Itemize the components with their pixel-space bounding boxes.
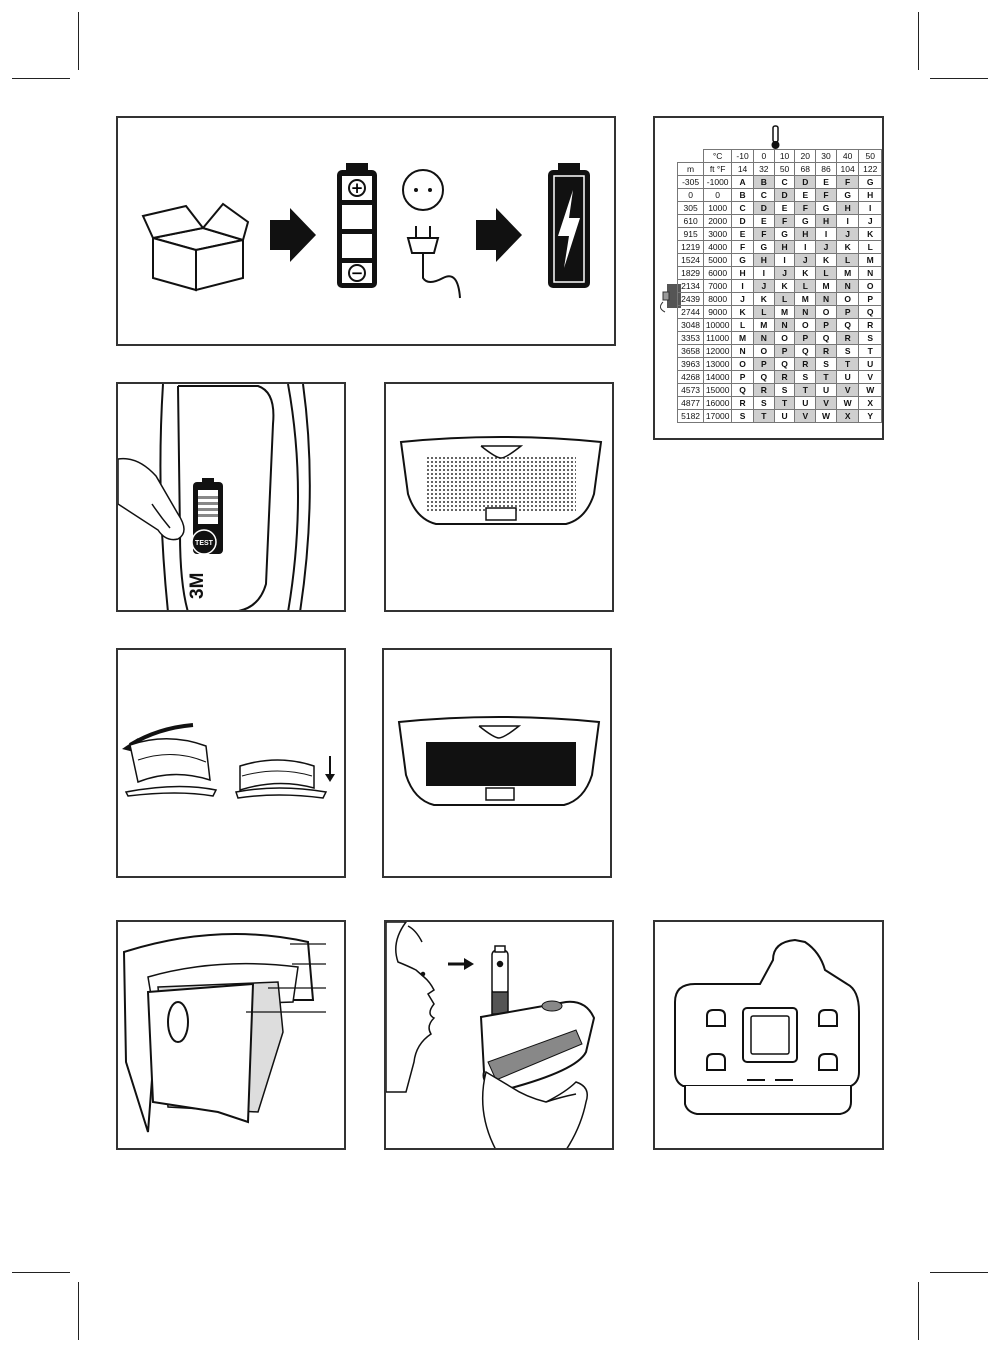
code-letter: J bbox=[816, 241, 837, 254]
altitude-meters: 3048 bbox=[678, 319, 704, 332]
celsius-value: 30 bbox=[816, 150, 837, 163]
code-letter: L bbox=[795, 280, 816, 293]
altitude-meters: 0 bbox=[678, 189, 704, 202]
crop-mark bbox=[78, 12, 79, 70]
filter-covered-illustration bbox=[384, 650, 612, 878]
table-row bbox=[678, 306, 882, 319]
plus-symbol: + bbox=[350, 179, 364, 197]
code-letter: C bbox=[732, 202, 754, 215]
code-letter: U bbox=[795, 397, 816, 410]
altitude-meters: 2134 bbox=[678, 280, 704, 293]
wall-socket-icon bbox=[403, 170, 443, 210]
filter-pad bbox=[426, 742, 576, 786]
altitude-temperature-table bbox=[677, 149, 882, 423]
code-letter: L bbox=[859, 241, 882, 254]
finger-icon bbox=[118, 459, 184, 540]
code-letter: P bbox=[859, 293, 882, 306]
code-letter: P bbox=[795, 332, 816, 345]
code-letter: E bbox=[774, 202, 795, 215]
code-letter: D bbox=[753, 202, 774, 215]
code-letter: A bbox=[732, 176, 754, 189]
code-letter: M bbox=[753, 319, 774, 332]
code-letter: S bbox=[753, 397, 774, 410]
crop-mark bbox=[12, 1272, 70, 1273]
code-letter: K bbox=[859, 228, 882, 241]
code-letter: T bbox=[753, 410, 774, 423]
table-row bbox=[678, 176, 882, 189]
code-letter: M bbox=[732, 332, 754, 345]
altitude-feet: 0 bbox=[704, 189, 732, 202]
code-letter: E bbox=[795, 189, 816, 202]
code-letter: K bbox=[795, 267, 816, 280]
code-letter: F bbox=[816, 189, 837, 202]
code-letter: P bbox=[836, 306, 859, 319]
altitude-feet: 10000 bbox=[704, 319, 732, 332]
fahrenheit-value: 122 bbox=[859, 163, 882, 176]
panel-airflow-check bbox=[384, 920, 614, 1150]
table-row bbox=[678, 202, 882, 215]
altitude-feet: 5000 bbox=[704, 254, 732, 267]
code-letter: V bbox=[859, 371, 882, 384]
flow-indicator-icon bbox=[492, 946, 508, 1014]
code-letter: R bbox=[836, 332, 859, 345]
battery-charged-icon bbox=[548, 163, 590, 288]
code-letter: H bbox=[795, 228, 816, 241]
code-letter: N bbox=[795, 306, 816, 319]
code-letter: T bbox=[859, 345, 882, 358]
code-letter: R bbox=[795, 358, 816, 371]
face-icon bbox=[386, 922, 434, 1092]
altitude-feet: -1000 bbox=[704, 176, 732, 189]
table-row bbox=[678, 410, 882, 423]
panel-filter-assembly bbox=[116, 920, 346, 1150]
code-letter: F bbox=[732, 241, 754, 254]
altitude-meters: 4268 bbox=[678, 371, 704, 384]
code-letter: Q bbox=[836, 319, 859, 332]
code-letter: N bbox=[816, 293, 837, 306]
code-letter: W bbox=[816, 410, 837, 423]
code-letter: M bbox=[816, 280, 837, 293]
code-letter: T bbox=[836, 358, 859, 371]
code-letter: J bbox=[774, 267, 795, 280]
altitude-meters: 2439 bbox=[678, 293, 704, 306]
code-letter: O bbox=[816, 306, 837, 319]
table-row bbox=[678, 267, 882, 280]
table-row bbox=[678, 319, 882, 332]
table-row bbox=[678, 215, 882, 228]
code-letter: M bbox=[836, 267, 859, 280]
code-letter: T bbox=[774, 397, 795, 410]
panel-seal-removal bbox=[116, 648, 346, 878]
code-letter: X bbox=[836, 410, 859, 423]
code-letter: V bbox=[795, 410, 816, 423]
fahrenheit-row bbox=[678, 163, 882, 176]
code-letter: U bbox=[774, 410, 795, 423]
code-letter: F bbox=[836, 176, 859, 189]
battery-empty-icon bbox=[337, 163, 377, 288]
crop-mark bbox=[918, 12, 919, 70]
fahrenheit-value: 68 bbox=[795, 163, 816, 176]
code-letter: H bbox=[753, 254, 774, 267]
altitude-feet: 8000 bbox=[704, 293, 732, 306]
crop-mark bbox=[930, 78, 988, 79]
code-letter: G bbox=[836, 189, 859, 202]
code-letter: G bbox=[753, 241, 774, 254]
code-letter: M bbox=[859, 254, 882, 267]
panel-filter-mesh bbox=[384, 382, 614, 612]
filter-cartridge bbox=[148, 984, 253, 1122]
code-letter: T bbox=[816, 371, 837, 384]
code-letter: P bbox=[774, 345, 795, 358]
code-letter: E bbox=[816, 176, 837, 189]
code-letter: L bbox=[774, 293, 795, 306]
table-row bbox=[678, 280, 882, 293]
code-letter: R bbox=[774, 371, 795, 384]
altitude-feet: 15000 bbox=[704, 384, 732, 397]
feet-fahrenheit-label: ft °F bbox=[704, 163, 732, 176]
altitude-meters: 3353 bbox=[678, 332, 704, 345]
fahrenheit-value: 50 bbox=[774, 163, 795, 176]
test-button-label: TEST bbox=[195, 540, 213, 547]
altitude-meters: 1219 bbox=[678, 241, 704, 254]
altitude-feet: 3000 bbox=[704, 228, 732, 241]
altitude-meters: 3658 bbox=[678, 345, 704, 358]
code-letter: Q bbox=[859, 306, 882, 319]
seal-removal-illustration bbox=[118, 650, 346, 878]
code-letter: O bbox=[836, 293, 859, 306]
code-letter: H bbox=[732, 267, 754, 280]
fahrenheit-value: 32 bbox=[753, 163, 774, 176]
code-letter: B bbox=[753, 176, 774, 189]
code-letter: N bbox=[859, 267, 882, 280]
code-letter: N bbox=[774, 319, 795, 332]
filter-assembly-illustration bbox=[118, 922, 346, 1150]
code-letter: U bbox=[859, 358, 882, 371]
code-letter: I bbox=[795, 241, 816, 254]
code-letter: N bbox=[836, 280, 859, 293]
fahrenheit-value: 86 bbox=[816, 163, 837, 176]
code-letter: J bbox=[836, 228, 859, 241]
code-letter: M bbox=[774, 306, 795, 319]
code-letter: O bbox=[859, 280, 882, 293]
code-letter: K bbox=[816, 254, 837, 267]
code-letter: F bbox=[774, 215, 795, 228]
code-letter: S bbox=[836, 345, 859, 358]
corner-cell bbox=[678, 150, 704, 163]
code-letter: L bbox=[732, 319, 754, 332]
code-letter: Q bbox=[732, 384, 754, 397]
celsius-value: 40 bbox=[836, 150, 859, 163]
altitude-feet: 14000 bbox=[704, 371, 732, 384]
celsius-row bbox=[678, 150, 882, 163]
code-letter: N bbox=[753, 332, 774, 345]
altitude-meters: 915 bbox=[678, 228, 704, 241]
celsius-value: 0 bbox=[753, 150, 774, 163]
hand-icon bbox=[483, 1072, 588, 1150]
mesh-area bbox=[426, 456, 576, 511]
altitude-meters: 4573 bbox=[678, 384, 704, 397]
code-letter: P bbox=[732, 371, 754, 384]
altitude-feet: 9000 bbox=[704, 306, 732, 319]
crop-mark bbox=[78, 1282, 79, 1340]
code-letter: C bbox=[774, 176, 795, 189]
altitude-feet: 16000 bbox=[704, 397, 732, 410]
code-letter: D bbox=[774, 189, 795, 202]
battery-test-illustration bbox=[118, 384, 346, 612]
code-letter: Y bbox=[859, 410, 882, 423]
brand-logo: 3M bbox=[187, 572, 208, 599]
code-letter: R bbox=[732, 397, 754, 410]
code-letter: G bbox=[732, 254, 754, 267]
code-letter: G bbox=[774, 228, 795, 241]
code-letter: N bbox=[732, 345, 754, 358]
altitude-feet: 1000 bbox=[704, 202, 732, 215]
code-letter: S bbox=[859, 332, 882, 345]
code-letter: F bbox=[753, 228, 774, 241]
code-letter: S bbox=[774, 384, 795, 397]
altitude-meters: 1524 bbox=[678, 254, 704, 267]
celsius-value: 20 bbox=[795, 150, 816, 163]
code-letter: Q bbox=[753, 371, 774, 384]
panel-filter-covered bbox=[382, 648, 612, 878]
code-letter: P bbox=[816, 319, 837, 332]
celsius-value: -10 bbox=[732, 150, 754, 163]
meter-unit-label: m bbox=[678, 163, 704, 176]
table-row bbox=[678, 241, 882, 254]
table-row bbox=[678, 332, 882, 345]
code-letter: D bbox=[732, 215, 754, 228]
code-letter: P bbox=[753, 358, 774, 371]
code-letter: X bbox=[859, 397, 882, 410]
code-letter: V bbox=[816, 397, 837, 410]
celsius-value: 10 bbox=[774, 150, 795, 163]
code-letter: G bbox=[816, 202, 837, 215]
minus-symbol: − bbox=[350, 264, 364, 282]
code-letter: F bbox=[795, 202, 816, 215]
code-letter: R bbox=[816, 345, 837, 358]
code-letter: R bbox=[753, 384, 774, 397]
arrow-icon bbox=[270, 208, 316, 262]
code-letter: H bbox=[859, 189, 882, 202]
altitude-feet: 4000 bbox=[704, 241, 732, 254]
code-letter: H bbox=[836, 202, 859, 215]
code-letter: S bbox=[732, 410, 754, 423]
code-letter: O bbox=[795, 319, 816, 332]
plug-icon bbox=[408, 226, 460, 298]
code-letter: L bbox=[816, 267, 837, 280]
code-letter: W bbox=[859, 384, 882, 397]
code-letter: L bbox=[836, 254, 859, 267]
altitude-feet: 17000 bbox=[704, 410, 732, 423]
altitude-meters: -305 bbox=[678, 176, 704, 189]
code-letter: S bbox=[816, 358, 837, 371]
table-row bbox=[678, 397, 882, 410]
code-letter: D bbox=[795, 176, 816, 189]
table-row bbox=[678, 371, 882, 384]
code-letter: I bbox=[816, 228, 837, 241]
code-letter: Q bbox=[816, 332, 837, 345]
table-row bbox=[678, 358, 882, 371]
code-letter: G bbox=[859, 176, 882, 189]
code-letter: O bbox=[732, 358, 754, 371]
altitude-meters: 4877 bbox=[678, 397, 704, 410]
code-letter: Q bbox=[774, 358, 795, 371]
box-icon bbox=[143, 204, 248, 290]
code-letter: O bbox=[753, 345, 774, 358]
code-letter: H bbox=[774, 241, 795, 254]
code-letter: L bbox=[753, 306, 774, 319]
code-letter: J bbox=[795, 254, 816, 267]
code-letter: E bbox=[732, 228, 754, 241]
code-letter: W bbox=[836, 397, 859, 410]
fahrenheit-value: 14 bbox=[732, 163, 754, 176]
code-letter: U bbox=[816, 384, 837, 397]
altitude-meters: 5182 bbox=[678, 410, 704, 423]
code-letter: J bbox=[753, 280, 774, 293]
code-letter: B bbox=[732, 189, 754, 202]
code-letter: I bbox=[859, 202, 882, 215]
celsius-value: 50 bbox=[859, 150, 882, 163]
celsius-unit-label: °C bbox=[704, 150, 732, 163]
altitude-meters: 2744 bbox=[678, 306, 704, 319]
code-letter: O bbox=[774, 332, 795, 345]
panel-battery-test bbox=[116, 382, 346, 612]
table-row bbox=[678, 228, 882, 241]
code-letter: J bbox=[732, 293, 754, 306]
altitude-feet: 2000 bbox=[704, 215, 732, 228]
altitude-meters: 1829 bbox=[678, 267, 704, 280]
code-letter: C bbox=[753, 189, 774, 202]
crop-mark bbox=[12, 78, 70, 79]
altitude-meters: 610 bbox=[678, 215, 704, 228]
altitude-feet: 6000 bbox=[704, 267, 732, 280]
code-letter: K bbox=[732, 306, 754, 319]
code-letter: V bbox=[836, 384, 859, 397]
code-letter: M bbox=[795, 293, 816, 306]
crop-mark bbox=[918, 1282, 919, 1340]
altitude-feet: 7000 bbox=[704, 280, 732, 293]
arrow-icon bbox=[476, 208, 522, 262]
crop-mark bbox=[930, 1272, 988, 1273]
arrow-icon bbox=[448, 958, 474, 970]
down-arrow-icon bbox=[325, 756, 335, 782]
code-letter: U bbox=[836, 371, 859, 384]
panel-charge-battery bbox=[116, 116, 616, 346]
code-letter: R bbox=[859, 319, 882, 332]
altitude-feet: 11000 bbox=[704, 332, 732, 345]
filter-mesh-illustration bbox=[386, 384, 614, 612]
altitude-feet: 12000 bbox=[704, 345, 732, 358]
table-row bbox=[678, 293, 882, 306]
table-row bbox=[678, 345, 882, 358]
code-letter: H bbox=[816, 215, 837, 228]
code-letter: I bbox=[836, 215, 859, 228]
altitude-feet: 13000 bbox=[704, 358, 732, 371]
code-letter: K bbox=[836, 241, 859, 254]
table-row bbox=[678, 254, 882, 267]
fahrenheit-value: 104 bbox=[836, 163, 859, 176]
code-letter: K bbox=[774, 280, 795, 293]
code-letter: S bbox=[795, 371, 816, 384]
altitude-meters: 3963 bbox=[678, 358, 704, 371]
code-letter: Q bbox=[795, 345, 816, 358]
code-letter: I bbox=[732, 280, 754, 293]
thermometer-icon bbox=[772, 126, 780, 149]
charge-illustration bbox=[118, 118, 616, 346]
altitude-meters: 305 bbox=[678, 202, 704, 215]
panel-bottom-view bbox=[653, 920, 884, 1150]
code-letter: T bbox=[795, 384, 816, 397]
code-letter: I bbox=[774, 254, 795, 267]
code-letter: K bbox=[753, 293, 774, 306]
bottom-view-illustration bbox=[655, 922, 884, 1150]
airflow-check-illustration bbox=[386, 922, 614, 1150]
table-row bbox=[678, 384, 882, 397]
panel-altitude-table bbox=[653, 116, 884, 440]
code-letter: E bbox=[753, 215, 774, 228]
code-letter: G bbox=[795, 215, 816, 228]
table-row bbox=[678, 189, 882, 202]
code-letter: J bbox=[859, 215, 882, 228]
code-letter: I bbox=[753, 267, 774, 280]
